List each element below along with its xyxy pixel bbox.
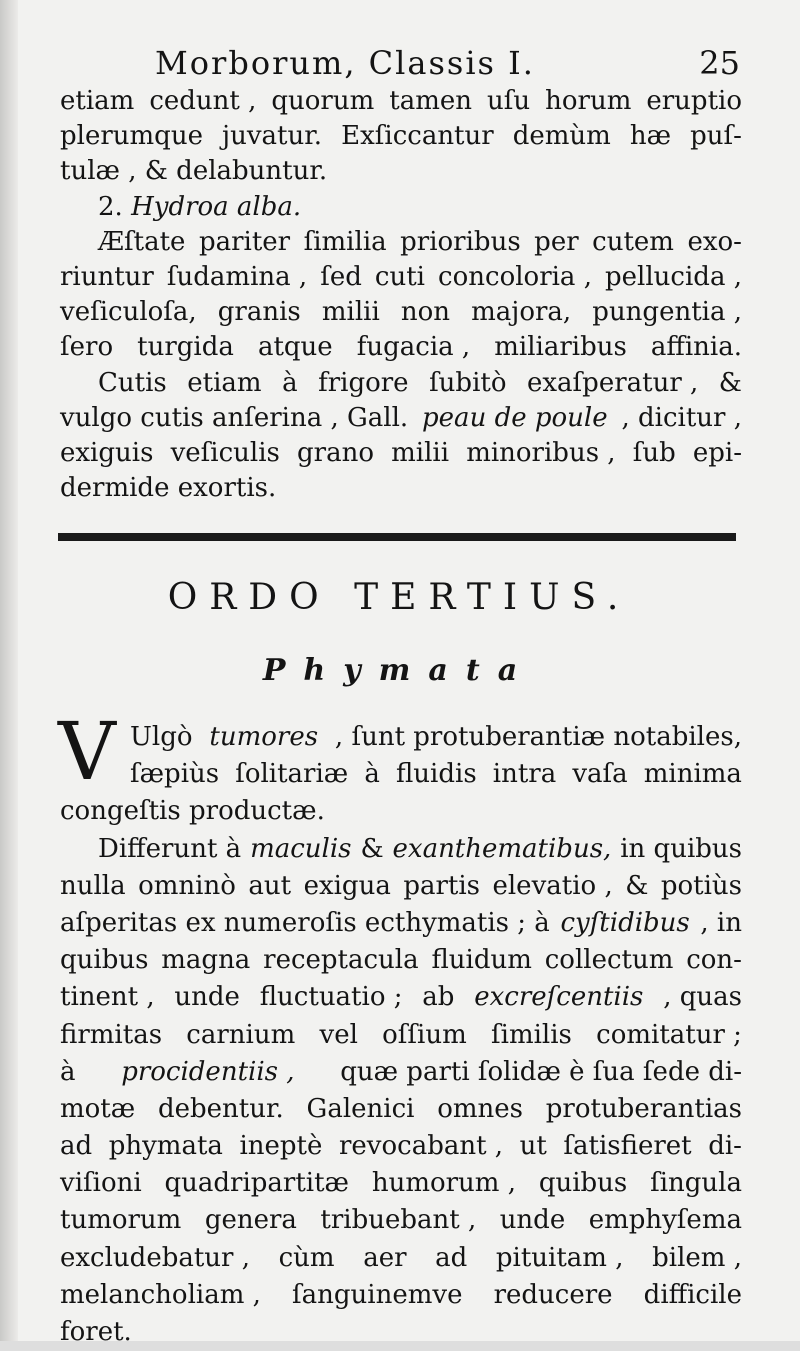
text-line: dermide exortis.	[60, 473, 277, 504]
text-line: congeſtis productæ.	[60, 796, 325, 827]
section-rule	[58, 533, 736, 541]
text-line: etiam cedunt , quorum tamen uſu horum eruptio	[60, 86, 742, 116]
text-line: quibus magna receptacula fluidum collectum con-	[60, 945, 742, 976]
text-line: exiguis veſiculis grano milii minoribus , ſub epi-	[60, 437, 742, 468]
running-head	[60, 40, 742, 84]
drop-cap: V	[58, 705, 116, 798]
top-paragraphs	[60, 84, 742, 506]
species-heading: 2. Hydroa alba.	[98, 191, 302, 222]
text-line: firmitas carnium vel oſſium ſimilis comitatur ;	[60, 1019, 742, 1050]
text-line: Differunt à maculis & exanthematibus, in quibus	[98, 833, 742, 864]
text-line: tinent , unde fluctuatio ; ab excreſcentiis , quas	[60, 982, 742, 1013]
page-number: 25	[699, 44, 740, 82]
text-line: motæ debentur. Galenici omnes protuberantias	[60, 1093, 742, 1124]
text-line: tumorum genera tribuebant , unde emphyſema	[60, 1205, 742, 1236]
text-line: Ulgò tumores , ſunt protuberantiæ notabiles,	[130, 722, 742, 752]
text-line: tulæ , & delabuntur.	[60, 156, 328, 187]
text-line: veſiculoſa, granis milii non majora, pungentia ,	[60, 297, 742, 328]
text-line: viſioni quadripartitæ humorum , quibus ſingula	[60, 1168, 742, 1199]
text-line: excludebatur , cùm aer ad pituitam , bilem ,	[60, 1242, 742, 1273]
text-line: Cutis etiam à frigore ſubitò exaſperatur , &	[98, 367, 742, 398]
text-line: melancholiam , ſanguinemve reducere difficile	[60, 1279, 742, 1310]
ordo-heading: ORDO TERTIUS.	[167, 577, 631, 618]
bottom-paragraphs	[60, 719, 742, 1351]
text-line: foret.	[60, 1317, 132, 1347]
text-line: plerumque juvatur. Exſiccantur demùm hæ puſ-	[60, 121, 742, 152]
text-line: nulla omninò aut exigua partis elevatio , & potiùs	[60, 870, 742, 901]
text-line: aſperitas ex numeroſis ecthymatis ; à cyſtidibus , in	[60, 907, 742, 938]
text-line: riuntur ſudamina , ſed cuti concoloria , pellucida ,	[60, 261, 742, 292]
text-line: à procidentiis , quæ parti ſolidæ è ſua ſede di-	[60, 1056, 742, 1087]
text-line: ſero turgida atque fugacia , miliaribus affinia.	[60, 332, 742, 363]
text-line: ad phymata ineptè revocabant , ut ſatisfieret di-	[60, 1131, 742, 1162]
section-subheading: Phymata	[262, 653, 536, 688]
text-line: ſæpiùs ſolitariæ à fluidis intra vaſa minima	[130, 759, 742, 790]
text-line: vulgo cutis anſerina , Gall. peau de poule , dicitur ,	[60, 402, 742, 433]
running-head-title: Morborum, Classis I.	[155, 44, 535, 82]
text-line: Æſtate pariter ſimilia prioribus per cutem exo-	[98, 226, 742, 257]
page-gutter	[0, 0, 18, 1341]
